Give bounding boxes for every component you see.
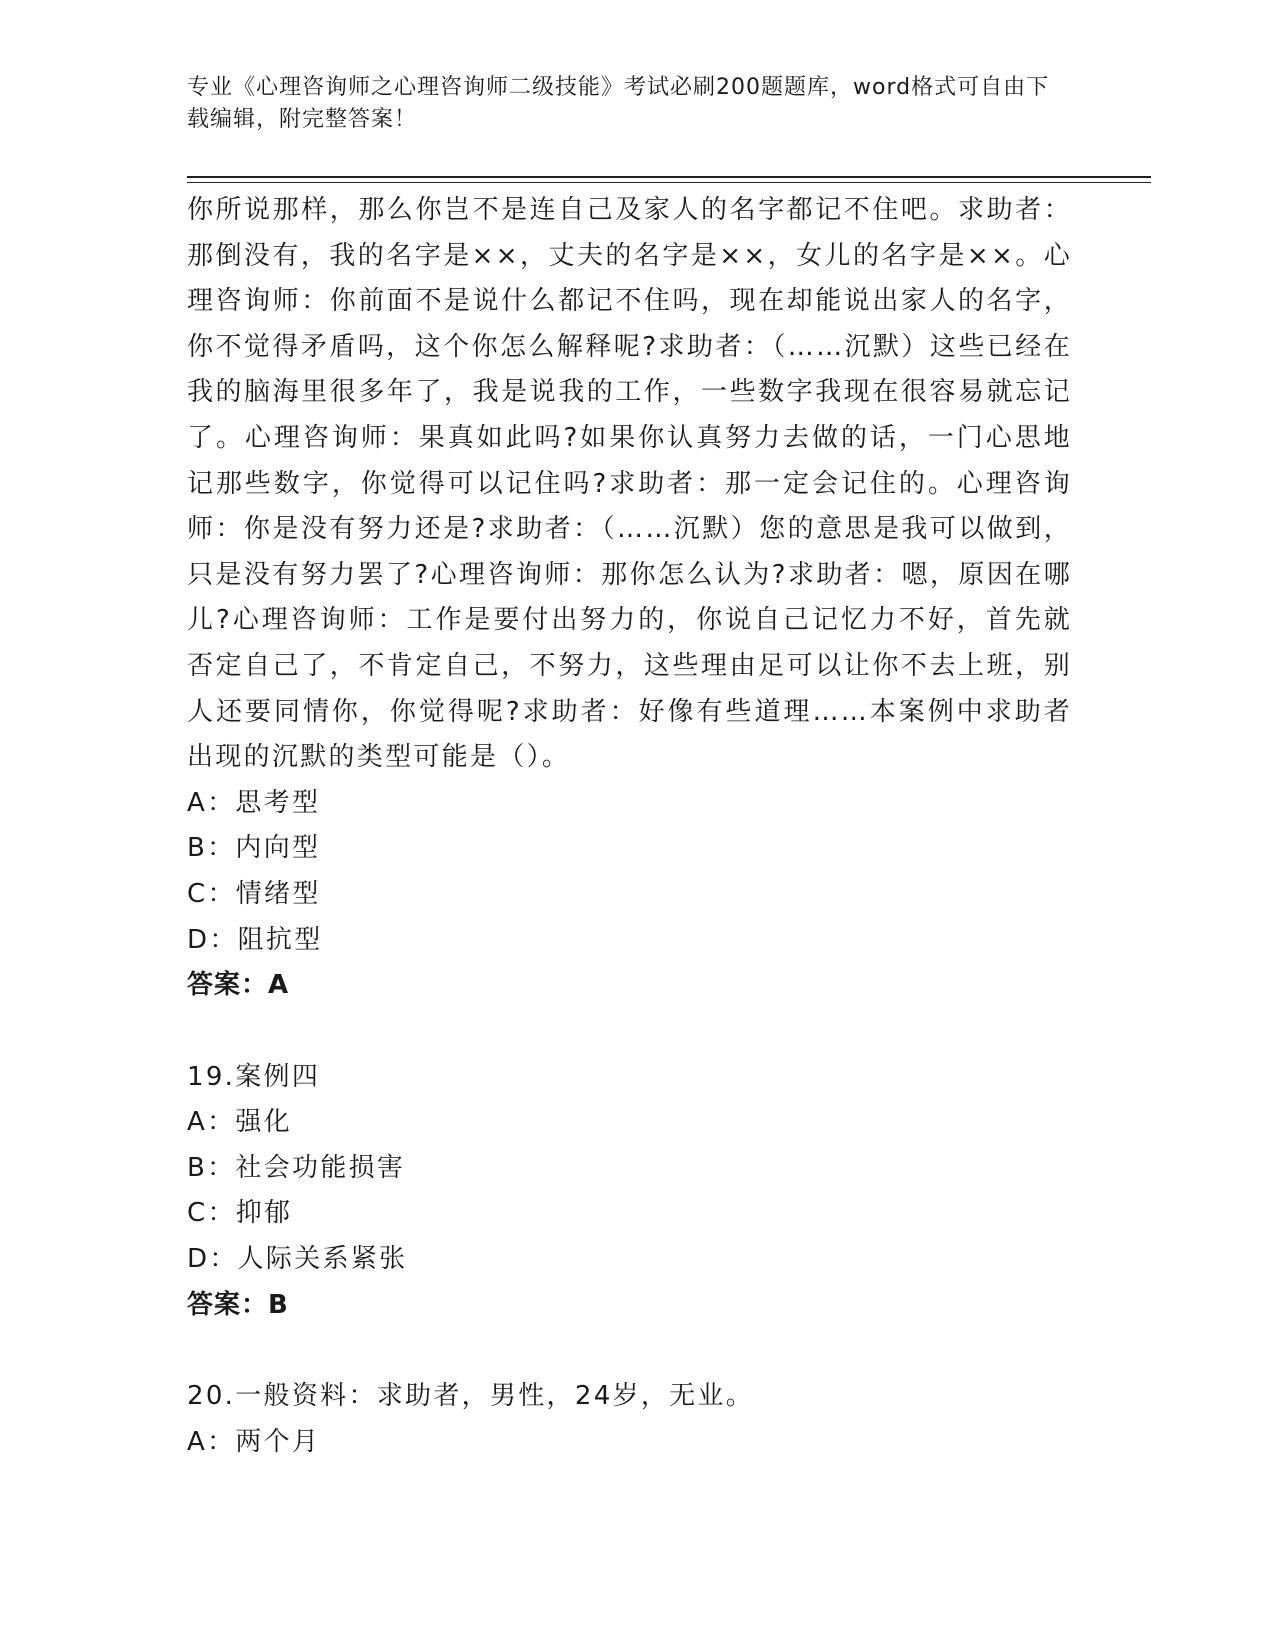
header-rule-thin xyxy=(187,182,1151,183)
option-d: D：阻抗型 xyxy=(187,924,323,955)
option-b: B：社会功能损害 xyxy=(187,1152,406,1183)
option-c: C：抑郁 xyxy=(187,1198,293,1229)
option-a: A：思考型 xyxy=(187,787,321,818)
question-20 xyxy=(187,1374,1072,1465)
question-19 xyxy=(187,1055,1072,1329)
option-b: B：内向型 xyxy=(187,833,321,864)
option-c: C：情绪型 xyxy=(187,878,321,909)
option-d: D：人际关系紧张 xyxy=(187,1244,408,1275)
document-body xyxy=(187,188,1072,1465)
answer: 答案：A xyxy=(187,970,290,1001)
header-rule-thick xyxy=(187,176,1151,178)
document-header: 专业《心理咨询师之心理咨询师二级技能》考试必刷200题题库，word格式可自由下载编辑，附完整答案！ xyxy=(187,75,1050,132)
option-a: A：两个月 xyxy=(187,1426,321,1457)
answer: 答案：B xyxy=(187,1289,289,1320)
question-text: 你所说那样，那么你岂不是连自己及家人的名字都记不住吧。求助者：那倒没有，我的名字是××，丈夫的名字是××，女儿的名字是××。心理咨询师：你前面不是说什么都记不住吗，现在却能说出家人的名字，你不觉得矛盾吗，这个你怎么解释呢?求助者：（……沉默）这些已经在我的脑海里很多年了，我是说我的工作，一些数字我现在很容易就忘记了。心理咨询师：果真如此吗?如果你认真努力去做的话，一门心思地记那些数字，你觉得可以记住吗?求助者：那一定会记住的。心理咨询师：你是没有努力还是?求助者：（……沉默）您的意思是我可以做到，只是没有努力罢了?心理咨询师：那你怎么认为?求助者：嗯，原因在哪儿?心理咨询师：工作是要付出努力的，你说自己记忆力不好，首先就否定自己了，不肯定自己，不努力，这些理由足可以让你不去上班，别人还要同情你，你觉得呢?求助者：好像有些道理……本案例中求助者出现的沉默的类型可能是（）。 xyxy=(187,195,1072,773)
question-18 xyxy=(187,188,1072,1009)
question-text: 20.一般资料：求助者，男性，24岁，无业。 xyxy=(187,1381,755,1412)
question-text: 19.案例四 xyxy=(187,1061,321,1092)
spacer xyxy=(187,1328,1072,1374)
option-a: A：强化 xyxy=(187,1107,292,1138)
spacer xyxy=(187,1009,1072,1055)
